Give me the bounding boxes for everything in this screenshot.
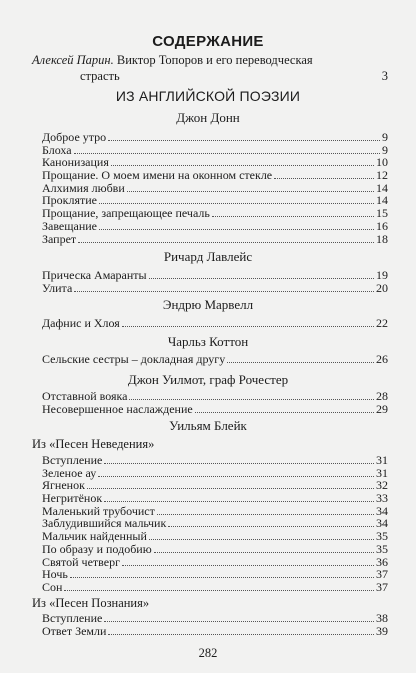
toc-title: Отставной вояка — [42, 389, 128, 403]
dot-leader — [195, 412, 374, 413]
toc-row — [42, 467, 388, 480]
toc-page: 14 — [376, 193, 388, 208]
toc-page: 39 — [376, 623, 388, 638]
toc-page: 26 — [376, 352, 388, 366]
dot-leader — [227, 362, 374, 363]
dot-leader — [274, 178, 374, 179]
intro-line-2 — [32, 68, 388, 84]
toc-title: Ягненок — [42, 478, 85, 493]
page-number: 282 — [198, 646, 218, 660]
dot-leader — [74, 153, 380, 154]
section-title: ИЗ АНГЛИЙСКОЙ ПОЭЗИИ — [115, 88, 301, 104]
dot-leader — [74, 291, 374, 292]
toc-list — [42, 454, 388, 594]
toc-title: Зеленое ау — [42, 465, 97, 480]
intro-text-1: Виктор Топоров и его переводческая — [116, 53, 313, 67]
toc-row — [42, 390, 388, 403]
toc-page: 37 — [376, 579, 388, 594]
toc-title: Проклятие — [42, 193, 97, 208]
toc-title: Прощание, запрещающее печаль — [42, 206, 210, 221]
toc-row — [42, 492, 388, 505]
dot-leader — [104, 501, 374, 502]
toc-title: Блоха — [42, 142, 72, 157]
toc-title: Запрет — [42, 231, 77, 246]
toc-row — [42, 581, 388, 594]
author-heading: Эндрю Марвелл — [162, 297, 254, 312]
toc-title: Канонизация — [42, 155, 109, 170]
group-heading: Из «Песен Неведения» — [32, 437, 155, 451]
toc-title: По образу и подобию — [42, 541, 152, 556]
group-heading: Из «Песен Познания» — [32, 596, 150, 610]
toc-page: 31 — [376, 453, 388, 467]
toc-title: Сон — [42, 579, 63, 594]
toc-list — [42, 317, 388, 330]
toc-row — [42, 353, 388, 366]
dot-leader — [154, 552, 374, 553]
intro-author: Алексей Парин. — [32, 53, 114, 67]
toc-page: 29 — [376, 401, 388, 416]
toc-page: 37 — [376, 567, 388, 582]
dot-leader — [99, 229, 374, 230]
toc-page: 10 — [376, 155, 388, 170]
toc-row — [42, 454, 388, 467]
toc-row — [42, 233, 388, 246]
toc-list — [42, 353, 388, 366]
toc-page: 36 — [376, 554, 388, 569]
author-heading: Ричард Лавлейс — [163, 249, 253, 264]
toc-page: 35 — [376, 529, 388, 544]
toc-title: Алхимия любви — [42, 180, 125, 195]
toc-title: Мальчик найденный — [42, 529, 147, 544]
dot-leader — [108, 140, 380, 141]
toc-title: Ответ Земли — [42, 623, 107, 638]
toc-row — [42, 220, 388, 233]
dot-leader — [108, 634, 374, 635]
toc-title: Заблудившийся мальчик — [42, 516, 167, 531]
toc-list — [42, 269, 388, 294]
toc-title: Вступление — [42, 453, 103, 467]
author-heading: Уильям Блейк — [169, 418, 247, 433]
toc-row — [42, 530, 388, 543]
dot-leader — [70, 577, 374, 578]
dot-leader — [78, 242, 374, 243]
toc-title: Улита — [42, 280, 73, 295]
toc-page: 34 — [376, 503, 388, 518]
dot-leader — [122, 565, 374, 566]
toc-title: Доброе утро — [42, 130, 107, 144]
toc-page: 19 — [376, 268, 388, 282]
toc-page: 12 — [376, 168, 388, 183]
intro-page: 3 — [381, 69, 388, 83]
toc-row — [42, 568, 388, 581]
toc-page: 9 — [382, 130, 388, 144]
toc-page: 34 — [376, 516, 388, 531]
toc-list — [42, 390, 388, 415]
toc-page: 16 — [376, 218, 388, 233]
dot-leader — [111, 165, 374, 166]
toc-page: 9 — [382, 142, 388, 157]
toc-page: 22 — [376, 316, 388, 330]
toc-page: 14 — [376, 180, 388, 195]
toc-row — [42, 403, 388, 416]
toc-row — [42, 543, 388, 556]
toc-title: Завещание — [42, 218, 97, 233]
dot-leader — [87, 488, 374, 489]
intro-entry — [32, 52, 388, 84]
toc-row — [42, 556, 388, 569]
toc-title: Маленький трубочист — [42, 503, 155, 518]
toc-title: Негритёнок — [42, 491, 103, 506]
toc-page: 31 — [376, 465, 388, 480]
toc-page: 15 — [376, 206, 388, 221]
dot-leader — [149, 539, 374, 540]
toc-list — [42, 131, 388, 245]
author-heading: Джон Уилмот, граф Рочестер — [127, 372, 289, 387]
dot-leader — [168, 526, 374, 527]
dot-leader — [98, 476, 374, 477]
author-heading: Джон Донн — [176, 110, 240, 125]
toc-page: 38 — [376, 611, 388, 625]
toc-title: Прощание. О моем имени на оконном стекле — [42, 168, 273, 183]
toc-row — [42, 612, 388, 625]
toc-title: Святой четверг — [42, 554, 120, 569]
intro-text-2: страсть — [80, 69, 120, 83]
toc-row — [42, 169, 388, 182]
author-heading: Чарльз Коттон — [167, 334, 249, 349]
toc-title: Сельские сестры – докладная другу — [42, 352, 226, 366]
toc-title: Вступление — [42, 611, 103, 625]
dot-leader — [127, 191, 374, 192]
toc-row — [42, 282, 388, 295]
toc-page: 32 — [376, 478, 388, 493]
toc-list — [42, 612, 388, 637]
dot-leader — [104, 621, 374, 622]
toc-page: 18 — [376, 231, 388, 246]
toc-row — [42, 269, 388, 282]
dot-leader — [212, 216, 374, 217]
dot-leader — [104, 463, 374, 464]
toc-row — [42, 131, 388, 144]
toc-page: 28 — [376, 389, 388, 403]
dot-leader — [64, 590, 374, 591]
toc-title: Прическа Амаранты — [42, 268, 147, 282]
dot-leader — [122, 326, 374, 327]
dot-leader — [129, 399, 374, 400]
dot-leader — [149, 278, 374, 279]
toc-title: Несовершенное наслаждение — [42, 401, 193, 416]
page-title: СОДЕРЖАНИЕ — [152, 33, 264, 50]
dot-leader — [157, 514, 374, 515]
toc-row — [42, 207, 388, 220]
toc-page: 33 — [376, 491, 388, 506]
toc-page: 35 — [376, 541, 388, 556]
toc-page: 20 — [376, 280, 388, 295]
toc-title: Дафнис и Хлоя — [42, 316, 120, 330]
toc-row — [42, 625, 388, 638]
dot-leader — [99, 203, 374, 204]
toc-row — [42, 317, 388, 330]
toc-title: Ночь — [42, 567, 68, 582]
intro-line-1 — [32, 52, 388, 68]
